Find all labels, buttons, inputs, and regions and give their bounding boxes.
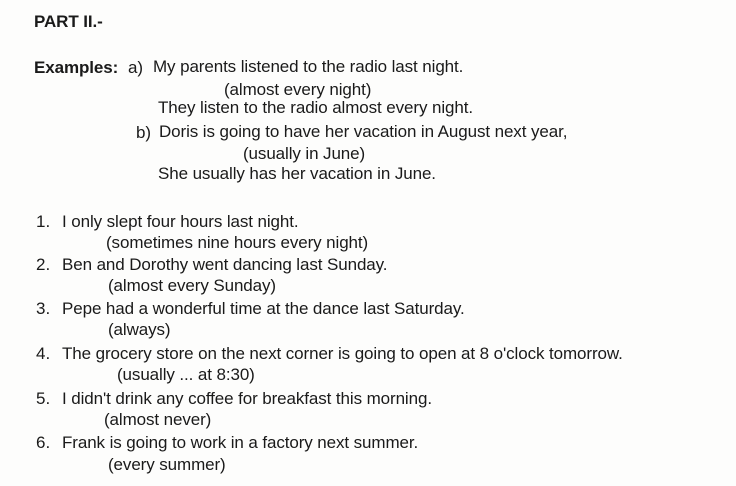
example-a-answer: They listen to the radio almost every night.: [158, 98, 473, 117]
example-b-cue: (usually in June): [243, 144, 366, 163]
exercise-number: 5.: [36, 389, 51, 408]
exercise-sentence: The grocery store on the next corner is going to open at 8 o'clock tomorrow.: [62, 344, 623, 363]
example-a-cue: (almost every night): [224, 80, 372, 99]
exercise-cue: (almost every Sunday): [108, 276, 276, 295]
examples-label: Examples:: [34, 58, 119, 77]
example-a-sentence: My parents listened to the radio last night.: [153, 57, 464, 76]
exercise-sentence: I didn't drink any coffee for breakfast this morning.: [62, 389, 432, 408]
exercise-number: 4.: [36, 344, 51, 363]
example-b-answer: She usually has her vacation in June.: [158, 164, 436, 183]
example-b-sentence: Doris is going to have her vacation in August next year,: [159, 122, 568, 141]
exercise-number: 3.: [36, 299, 51, 318]
exercise-number: 1.: [36, 212, 51, 231]
exercise-cue: (always): [108, 320, 171, 339]
part-title: PART II.-: [34, 12, 103, 31]
exercise-cue: (usually ... at 8:30): [117, 365, 255, 384]
example-b-marker: b): [136, 123, 151, 142]
exercise-cue: (sometimes nine hours every night): [106, 233, 369, 252]
exercise-cue: (almost never): [104, 410, 212, 429]
exercise-sentence: Frank is going to work in a factory next summer.: [62, 433, 419, 452]
exercise-sentence: Ben and Dorothy went dancing last Sunday.: [62, 255, 388, 274]
exercise-number: 2.: [36, 255, 51, 274]
exercise-number: 6.: [36, 433, 51, 452]
exercise-sentence: Pepe had a wonderful time at the dance last Saturday.: [62, 299, 465, 318]
exercise-sentence: I only slept four hours last night.: [62, 212, 299, 231]
exercise-cue: (every summer): [108, 455, 226, 474]
example-a-marker: a): [128, 58, 143, 77]
